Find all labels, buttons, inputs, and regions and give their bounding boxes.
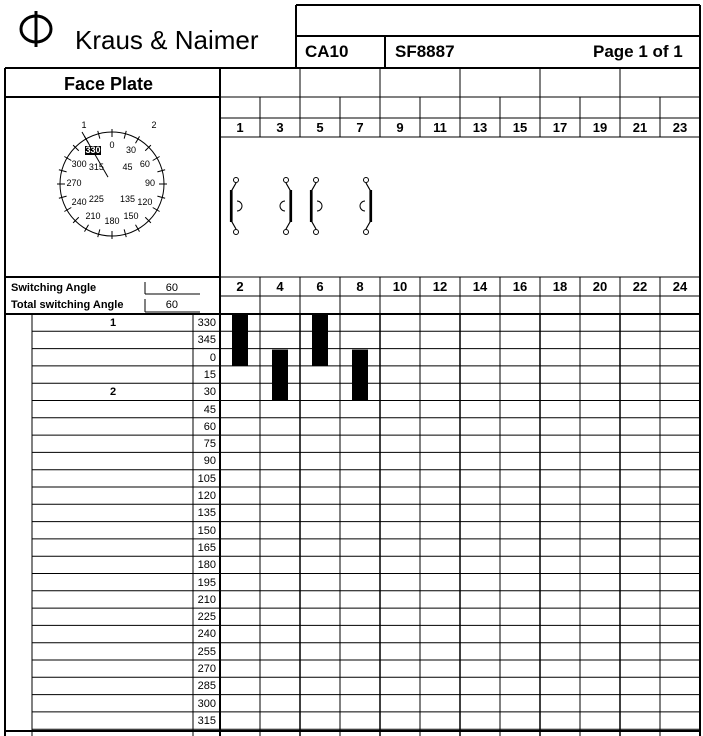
terminal-top-9: 9 (396, 120, 404, 135)
total-switching-angle-label: Total switching Angle (11, 299, 124, 311)
face-plate-title: Face Plate (64, 74, 154, 94)
angle-cell-240: 240 (197, 628, 216, 641)
position-label-2: 2 (109, 386, 117, 399)
contact-terminal-top (284, 178, 289, 183)
contact-closure-bar-0 (232, 315, 248, 366)
contact-terminal-top (314, 178, 319, 183)
terminal-top-17: 17 (552, 120, 568, 135)
terminal-top-5: 5 (316, 120, 324, 135)
brand-name: Kraus & Naimer (75, 25, 259, 55)
dial-mark-120: 120 (137, 197, 153, 207)
angle-cell-60: 60 (203, 420, 216, 433)
dial-tick (98, 131, 100, 139)
dial-mark-30: 30 (125, 145, 136, 156)
dial-mark-90: 90 (144, 178, 155, 188)
contact-arc (237, 201, 242, 211)
dial-mark-270: 270 (66, 178, 82, 188)
dial-mark-180: 180 (104, 216, 120, 226)
dial-tick (157, 170, 165, 172)
angle-cell-30: 30 (203, 386, 216, 399)
terminal-top-15: 15 (512, 120, 528, 135)
terminal-bottom-16: 16 (512, 279, 528, 294)
angle-cell-45: 45 (203, 403, 216, 416)
angle-cell-270: 270 (197, 663, 216, 675)
switch-number: SF8887 (395, 42, 455, 61)
dial-tick (124, 131, 126, 139)
dial-mark-45: 45 (122, 162, 133, 173)
phi-logo-icon (18, 10, 54, 48)
angle-cell-195: 195 (197, 576, 216, 589)
terminal-top-19: 19 (592, 120, 608, 135)
dial-position-1: 1 (81, 120, 87, 130)
terminal-top-7: 7 (356, 120, 364, 135)
contact-terminal-bottom (364, 230, 369, 235)
terminal-top-21: 21 (632, 120, 648, 135)
contact-terminal-top (364, 178, 369, 183)
contact-terminal-top (234, 178, 239, 183)
contact-arc (317, 201, 322, 211)
terminal-bottom-4: 4 (276, 279, 284, 294)
dial-tick (59, 196, 67, 198)
terminal-bottom-20: 20 (592, 279, 608, 294)
dial-mark-315: 315 (88, 162, 104, 173)
contact-closure-bar-1 (272, 350, 288, 401)
terminal-top-3: 3 (276, 120, 284, 135)
angle-cell-255: 255 (197, 645, 216, 658)
terminal-top-23: 23 (672, 120, 688, 135)
angle-cell-150: 150 (197, 524, 216, 537)
dial-mark-300: 300 (71, 159, 87, 169)
angle-cell-225: 225 (197, 611, 216, 624)
terminal-bottom-8: 8 (356, 279, 364, 294)
terminal-top-11: 11 (433, 120, 447, 135)
angle-cell-135: 135 (197, 507, 216, 520)
terminal-bottom-24: 24 (672, 279, 688, 294)
dial-mark-225: 225 (88, 193, 104, 204)
dial-mark-330: 330 (85, 145, 101, 156)
page-indicator: Page 1 of 1 (593, 42, 683, 61)
contact-symbol-3 (360, 178, 371, 235)
face-plate-dial (4, 110, 220, 280)
dial-tick (157, 196, 165, 198)
dial-mark-0: 0 (109, 140, 115, 150)
terminal-bottom-22: 22 (632, 279, 648, 294)
contact-closure-bar-2 (312, 315, 328, 366)
angle-cell-285: 285 (197, 680, 216, 693)
angle-cell-300: 300 (197, 697, 216, 710)
terminal-bottom-10: 10 (392, 279, 408, 294)
position-label-1: 1 (109, 317, 117, 329)
angle-cell-90: 90 (203, 455, 216, 468)
dial-mark-210: 210 (85, 210, 101, 221)
dial-tick (59, 170, 67, 172)
contact-terminal-bottom (314, 230, 319, 235)
dial-mark-135: 135 (120, 193, 136, 204)
contact-symbol-1 (280, 178, 291, 235)
angle-cell-180: 180 (197, 559, 216, 572)
terminal-bottom-14: 14 (472, 279, 488, 294)
dial-tick (124, 229, 126, 237)
contact-terminal-bottom (284, 230, 289, 235)
total-switching-angle-value: 60 (165, 299, 178, 311)
contact-bracket (366, 183, 370, 229)
angle-cell-210: 210 (197, 593, 216, 606)
dial-position-2: 2 (151, 120, 157, 130)
dial-mark-150: 150 (123, 210, 139, 221)
angle-cell-0: 0 (209, 351, 216, 364)
contact-closure-bar-3 (352, 350, 368, 401)
terminal-top-13: 13 (472, 120, 488, 135)
terminal-top-1: 1 (236, 120, 244, 135)
angle-cell-330: 330 (197, 317, 216, 329)
brand-logo (18, 10, 54, 52)
angle-cell-120: 120 (197, 490, 216, 502)
contact-symbol-2 (311, 178, 322, 235)
contact-terminal-bottom (234, 230, 239, 235)
angle-cell-165: 165 (197, 541, 216, 554)
dial-mark-60: 60 (139, 159, 150, 169)
contact-bracket (286, 183, 290, 229)
terminal-bottom-6: 6 (316, 279, 324, 294)
dial-mark-240: 240 (71, 197, 87, 207)
dial-tick (98, 229, 100, 237)
contact-arc (360, 201, 365, 211)
switching-angle-label: Switching Angle (11, 282, 97, 294)
series-code: CA10 (305, 42, 349, 61)
angle-cell-105: 105 (197, 472, 216, 485)
terminal-bottom-18: 18 (552, 279, 568, 294)
contact-symbols (220, 138, 380, 278)
contact-bracket (312, 183, 316, 229)
contact-bracket (232, 183, 236, 229)
angle-cell-345: 345 (197, 334, 216, 347)
contact-arc (280, 201, 285, 211)
terminal-bottom-12: 12 (432, 279, 448, 294)
switching-angle-value: 60 (165, 282, 178, 294)
terminal-bottom-2: 2 (236, 279, 244, 294)
angle-cell-75: 75 (203, 438, 216, 451)
angle-cell-15: 15 (203, 368, 216, 381)
angle-cell-315: 315 (197, 714, 216, 727)
contact-symbol-0 (231, 178, 242, 235)
